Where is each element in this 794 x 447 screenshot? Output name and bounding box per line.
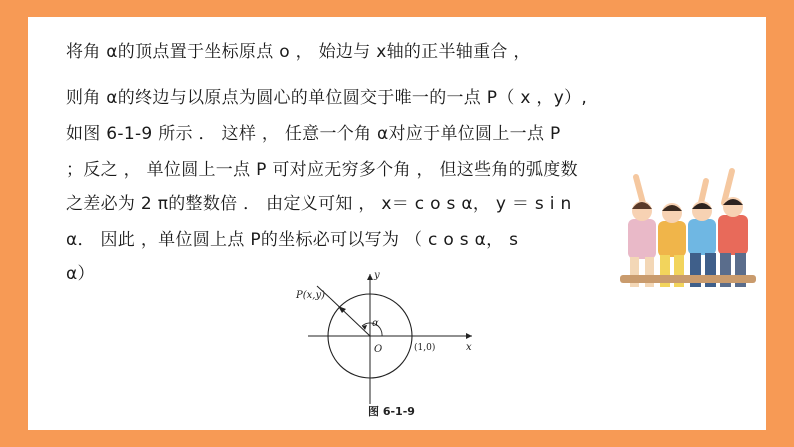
paragraph-line-4: ；反之 ， 单位圆上一点 P 可对应无穷多个角 ， 但这些角的弧度数 [66, 160, 578, 180]
paragraph-line-1: 将角 α的顶点置于坐标原点 o ， 始边与 x轴的正半轴重合 ， [66, 42, 531, 62]
paragraph-line-2: 则角 α的终边与以原点为圆心的单位圆交于唯一的一点 P（ x ，y）, [66, 88, 588, 108]
unit-circle-diagram [290, 264, 480, 416]
y-axis-label: y [374, 270, 380, 281]
students-illustration [606, 157, 764, 297]
slide [28, 17, 766, 430]
cheering-students-icon [606, 157, 764, 297]
x-axis-arrow-icon [466, 333, 472, 339]
y-axis-arrow-icon [367, 274, 373, 280]
point-label: P(x,y) [296, 290, 325, 301]
paragraph-line-7: α） [66, 264, 95, 284]
paragraph-line-5: 之差必为 2 π的整数倍 ． 由定义可知 ， x＝ c o s α， y ＝ s i n [66, 194, 572, 214]
paragraph-line-3: 如图 6-1-9 所示 ． 这样 ， 任意一个角 α对应于单位圆上一点 P [66, 124, 561, 144]
x-axis-label: x [466, 342, 472, 353]
unit-circle-figure [290, 264, 480, 416]
paragraph-line-6: α． 因此 ，单位圆上点 P的坐标必可以写为 （ c o s α， s [66, 230, 519, 250]
angle-label: α [372, 318, 379, 329]
terminal-side [330, 298, 370, 336]
unit-point-label: (1,0) [414, 343, 436, 353]
figure-caption: 图 6-1-9 [368, 405, 415, 418]
origin-label: O [374, 344, 383, 355]
